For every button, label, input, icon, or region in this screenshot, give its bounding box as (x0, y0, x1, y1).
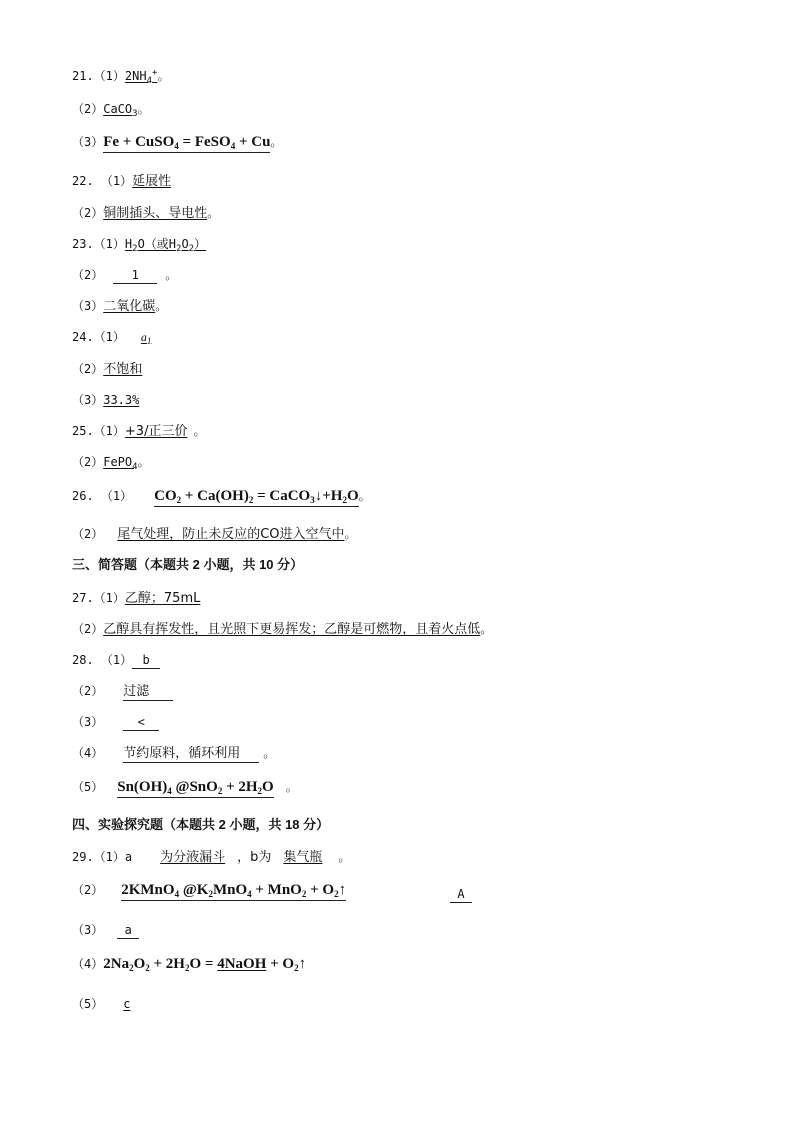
q28-part4: （4） 节约原料，循环利用 。 (72, 746, 276, 761)
section-title: 四、实验探究题（本题共 2 小题，共 18 分） (72, 817, 330, 832)
up-arrow-icon: ↑ (338, 882, 347, 898)
part-label: （4） (72, 957, 104, 971)
section-title: 三、简答题（本题共 2 小题，共 10 分） (72, 557, 304, 572)
q25-part2: （2）FePO$_4$。 (72, 455, 150, 472)
question-number: 23.（1） (72, 237, 125, 251)
q23-part3: （3）二氧化碳。 (72, 299, 168, 314)
q29-part3 (72, 922, 139, 939)
answer: +3/正三价 (124, 424, 188, 439)
answer-b: 集气瓶 (283, 850, 323, 865)
answer: 延展性 (132, 174, 172, 189)
answer: 尾气处理，防止未反应的CO进入空气中 (117, 527, 345, 542)
answer: 乙醇具有挥发性，且光照下更易挥发；乙醇是可燃物，且着火点低 (103, 622, 481, 637)
answer: $2NH_4^+$ (124, 68, 158, 86)
q28-part3 (72, 714, 159, 731)
part-label: （2） (72, 455, 104, 469)
answer: 节约原料，循环利用 (123, 746, 259, 763)
q29-part1: 29.（1）a 为分液漏斗 ，b为 集气瓶 。 (72, 850, 351, 865)
answer: CaCO$_3$ (103, 102, 138, 119)
q23-part1 (72, 236, 206, 252)
part-label: （2） (72, 362, 104, 376)
answer: 不饱和 (103, 362, 143, 377)
part-label: （2） (72, 268, 104, 282)
q22-part1 (72, 173, 171, 190)
q29-part2-extra (450, 886, 472, 903)
answer: 铜制插头、导电性 (103, 206, 208, 221)
part-label: （2） (72, 206, 104, 220)
equation: Fe + CuSO$_4$ = FeSO$_4$ + Cu (103, 134, 271, 151)
answer: a (117, 922, 139, 939)
answer: A (450, 886, 472, 903)
answer: 过滤 (123, 684, 173, 701)
q24-part1 (72, 329, 151, 345)
up-arrow-icon: ↑ (298, 956, 307, 972)
equation: 2KMnO$_4$ $@K_2MnO_4 + MnO_2$ + $O_2↑$ (121, 882, 347, 899)
part-label: （2） (72, 102, 104, 116)
equation: $2Na_2O_2 + 2H_2O$ = 4NaOH + $O_2↑$ (103, 956, 307, 973)
part-label: （3） (72, 135, 104, 149)
question-number: 25.（1） (72, 424, 125, 438)
q24-part3 (72, 392, 139, 408)
part-label: （2） (72, 684, 104, 698)
answer: b (132, 652, 160, 669)
q26-part2: （2） 尾气处理，防止未反应的CO进入空气中。 (72, 527, 357, 542)
answer: < (123, 714, 159, 731)
question-number: 28. （1） (72, 653, 133, 667)
q21-part3: （3）Fe + CuSO$_4$ = FeSO$_4$ + Cu。 (72, 134, 283, 151)
question-number: 21.（1） (72, 69, 125, 83)
q27-part2: （2）乙醇具有挥发性，且光照下更易挥发；乙醇是可燃物，且着火点低。 (72, 622, 493, 637)
question-number: 26. （1） (72, 489, 133, 503)
question-number: 27.（1） (72, 591, 125, 605)
equation: $CO_2 + Ca(OH)_2$ = $CaCO_3↓+H_2O$ (154, 488, 359, 505)
answer: 33.3% (103, 393, 140, 407)
q28-part2 (72, 683, 173, 701)
part-label: （5） (72, 780, 104, 794)
part-label: （2） (72, 527, 104, 541)
part-label: （4） (72, 746, 104, 760)
part-label: （3） (72, 923, 104, 937)
part-label: （3） (72, 715, 104, 729)
answer: 1 (113, 267, 157, 284)
answer: $H_2O$（或$H_2O_2$） (124, 237, 207, 254)
part-label: （2） (72, 622, 104, 636)
q21-part2: （2）CaCO$_3$。 (72, 102, 150, 119)
part-label: （3） (72, 393, 104, 407)
part-label: （5） (72, 997, 104, 1011)
answer: FePO$_4$ (103, 455, 138, 472)
equation: $Sn(OH)_4$ @SnO$_2$ + $2H_2O$ (117, 779, 274, 796)
q29-part4 (72, 956, 306, 972)
q24-part2 (72, 361, 142, 378)
q25-part1: 25.（1）+3/正三价 。 (72, 424, 206, 439)
q29-part5 (72, 996, 130, 1012)
answer: 二氧化碳 (103, 299, 156, 314)
q29-part2 (72, 882, 346, 901)
q28-part5: （5） $Sn(OH)_4$ @SnO$_2$ + $2H_2O$ 。 (72, 779, 298, 796)
q22-part2: （2）铜制插头、导电性。 (72, 206, 220, 221)
question-number: 29.（1）a (72, 850, 133, 864)
q26-part1: 26. （1） $CO_2 + Ca(OH)_2$ = $CaCO_3↓+H_2O$。 (72, 488, 371, 505)
q21-part1: $21.(1)2NH_4^+$。 (72, 68, 170, 86)
question-number: 22. （1） (72, 174, 133, 188)
down-arrow-icon: ↓ (314, 488, 323, 504)
answer: $a_1$ (140, 330, 152, 346)
answer: c (123, 997, 131, 1011)
answer: 乙醇；75mL (124, 591, 201, 606)
answer-a: 为分液漏斗 (160, 850, 226, 865)
q28-part1 (72, 652, 160, 669)
q27-part1 (72, 590, 200, 607)
q23-part2: （2） 1 。 (72, 268, 178, 282)
question-number: 24.（1） (72, 330, 125, 344)
part-label: （3） (72, 299, 104, 313)
part-label: （2） (72, 883, 104, 897)
